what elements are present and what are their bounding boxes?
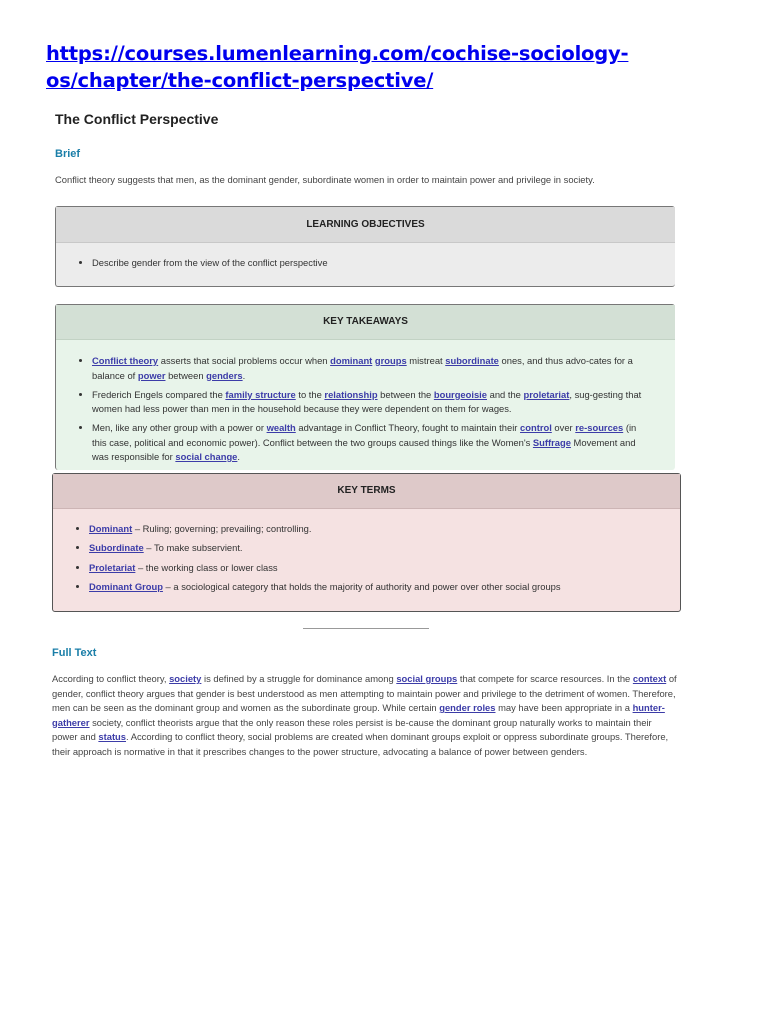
term-link-subordinate[interactable]: Subordinate	[89, 542, 144, 554]
learning-objectives-heading: LEARNING OBJECTIVES	[56, 207, 675, 243]
text: society, conflict theorists argue that the only reason these roles persist is be-cause the dominant group naturally works to maintain their power and	[52, 716, 652, 742]
text: asserts that social problems occur when	[158, 355, 331, 366]
link-resources[interactable]: re-sources	[575, 422, 624, 433]
list-item: • Describe gender from the view of the conflict perspective	[92, 256, 675, 271]
full-text-heading: Full Text	[52, 647, 97, 659]
key-terms-list	[53, 509, 680, 594]
page-title: The Conflict Perspective	[55, 111, 219, 127]
link-conflict-theory[interactable]: Conflict theory	[92, 355, 159, 366]
text: between	[165, 369, 207, 381]
link-genders[interactable]: genders	[206, 369, 243, 381]
link-groups[interactable]: groups	[374, 355, 407, 366]
text: and the	[487, 388, 524, 400]
link-proletariat[interactable]: proletariat	[523, 388, 570, 400]
term-definition: – a sociological category that holds the majority of authority and power over other social groups	[162, 580, 561, 592]
key-terms-box	[52, 473, 681, 612]
text: mistreat	[406, 355, 446, 366]
url-line-1: https://courses.lumenlearning.com/cochise-sociology-	[46, 42, 629, 65]
list-item	[89, 522, 680, 537]
list-item	[89, 541, 680, 556]
term-link-proletariat[interactable]: Proletariat	[89, 561, 136, 573]
source-url-link[interactable]	[46, 40, 746, 94]
section-divider	[303, 628, 429, 629]
brief-heading: Brief	[55, 148, 81, 160]
key-terms-heading: KEY TERMS	[53, 474, 680, 509]
full-text-paragraph	[52, 672, 678, 759]
link-suffrage[interactable]: Suffrage	[532, 436, 571, 448]
link-status[interactable]: status	[98, 731, 127, 742]
text: According to conflict theory,	[52, 673, 170, 684]
link-wealth[interactable]: wealth	[266, 422, 296, 433]
text: between the	[377, 388, 434, 400]
text: Frederich Engels compared the	[92, 388, 226, 400]
text: ones, and thus advo-cates for a balance of	[92, 355, 633, 381]
link-context[interactable]: context	[632, 673, 667, 684]
term-definition: – To make subservient.	[143, 542, 243, 554]
link-social-groups[interactable]: social groups	[396, 673, 458, 684]
list-item	[89, 580, 680, 595]
link-dominant[interactable]: dominant	[330, 355, 373, 366]
text: of gender, conflict theory argues that gender is best understood as men attempting to maintain power and privilege to the detriment of women. Therefore, men can be seen as the dominant group and women as the subordinate group. While certain	[52, 673, 677, 713]
text: . According to conflict theory, social problems are created when dominant groups exploit or oppress subordinate groups. Therefore, their approach is normative in that it prescribes changes to the power structure, advocating a balance of power between genders.	[52, 731, 669, 757]
learning-objectives-list	[56, 243, 675, 271]
term-definition: – the working class or lower class	[135, 561, 278, 573]
text: , sug-gesting that women had less power than men in the household because they were dependent on them for wages.	[92, 388, 642, 414]
link-hunter-gatherer[interactable]: hunter-gatherer	[52, 702, 665, 728]
list-item	[92, 354, 649, 383]
link-social-change[interactable]: social change	[175, 451, 238, 462]
text: .	[242, 369, 246, 381]
learning-objectives-box	[55, 206, 675, 287]
link-relationship[interactable]: relationship	[324, 388, 378, 400]
list-item	[92, 388, 649, 417]
text: (in this case, political and economic power). Conflict between the two groups caused things like the Women's	[92, 422, 637, 448]
text: Movement and was responsible for	[92, 436, 636, 462]
link-control[interactable]: control	[520, 422, 552, 433]
link-gender-roles[interactable]: gender roles	[439, 702, 496, 713]
text: may have been appropriate in a	[495, 702, 633, 713]
link-society[interactable]: society	[169, 673, 202, 684]
text: Men, like any other group with a power or	[92, 422, 267, 433]
text: that compete for scarce resources. In the	[457, 673, 633, 684]
link-subordinate[interactable]: subordinate	[445, 355, 499, 366]
list-item	[92, 421, 649, 465]
link-power[interactable]: power	[137, 369, 166, 381]
text: over	[551, 422, 576, 433]
term-link-dominant[interactable]: Dominant	[89, 523, 133, 534]
text: to the	[295, 388, 325, 400]
url-line-2: os/chapter/the-conflict-perspective/	[46, 69, 434, 92]
list-item	[89, 561, 680, 576]
brief-text: Conflict theory suggests that men, as the dominant gender, subordinate women in order to maintain power and privilege in society.	[55, 174, 595, 185]
term-definition: – Ruling; governing; prevailing; controlling.	[132, 523, 312, 534]
link-family-structure[interactable]: family structure	[225, 388, 296, 400]
key-takeaways-heading: KEY TAKEAWAYS	[56, 305, 675, 340]
key-takeaways-box	[55, 304, 675, 470]
text: .	[237, 451, 240, 462]
link-bourgeoisie[interactable]: bourgeoisie	[433, 388, 487, 400]
term-link-dominant-group[interactable]: Dominant Group	[89, 580, 163, 592]
key-takeaways-list	[56, 340, 675, 465]
text: is defined by a struggle for dominance among	[201, 673, 397, 684]
text: advantage in Conflict Theory, fought to maintain their	[295, 422, 521, 433]
